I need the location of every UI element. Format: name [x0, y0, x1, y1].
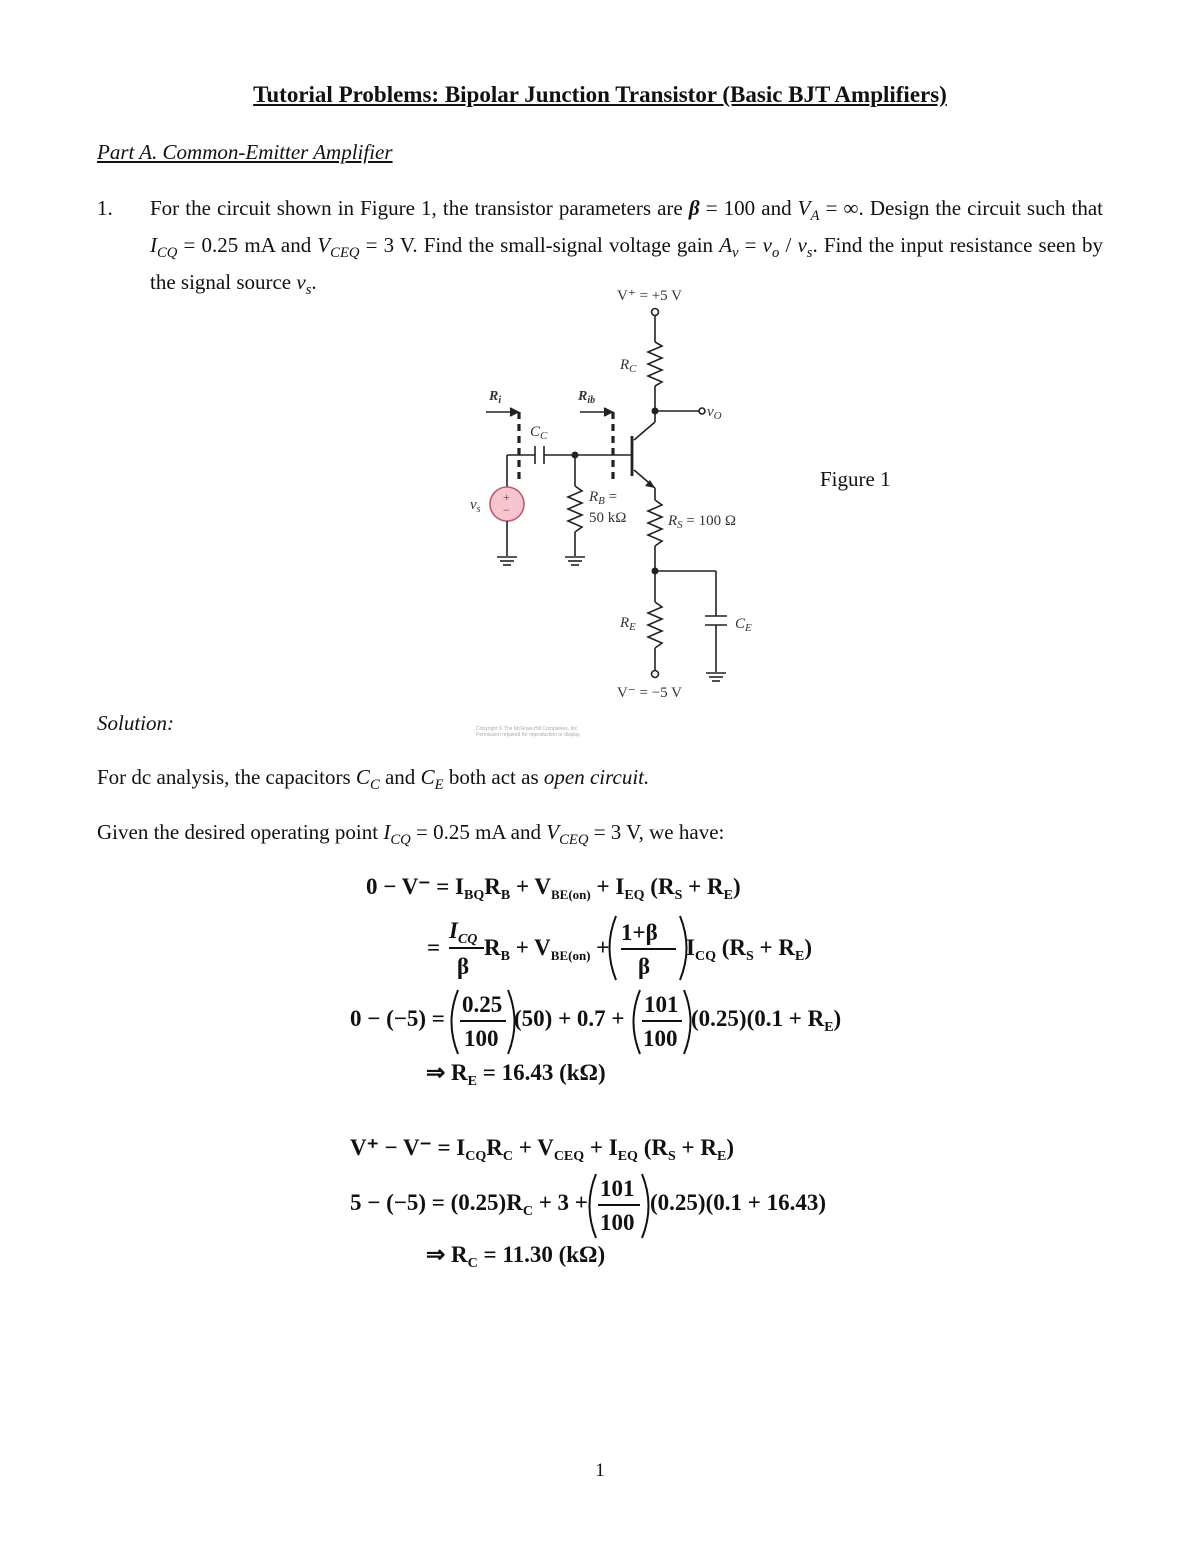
dc-analysis-paragraph: For dc analysis, the capacitors $C_C$ and $C_E$ both act as open circuit.: [97, 765, 650, 794]
svg-text:β: β: [638, 954, 651, 979]
svg-text:=: =: [427, 935, 441, 960]
equation-5: $V^+ - V^- = I_{CQ}R_C + V_{CEQ} + I_{EQ}$ $(R_S + R_E)$: [350, 1135, 735, 1164]
re-resistor: [648, 602, 662, 648]
svg-text:RS = 100 Ω: $R_S = 100$ Ω: [668, 513, 737, 531]
svg-text:100: 100: [600, 1210, 635, 1235]
result-re: ⇒ $R_E = 16.43$ (kΩ): [426, 1060, 606, 1089]
equation-1: $0 - V^- = I_{BQ}R_B + V_{BE(on)} + I_{EQ}$ $(R_S + R_E)$: [366, 874, 741, 903]
svg-text:ICQ: $I_{CQ}$: [449, 918, 478, 947]
vplus-label: V⁺ = +5 V: [617, 288, 682, 304]
operating-point-paragraph: Given the desired operating point $I_{CQ} = 0.25$ mA and $V_{CEQ} = 3$ V, we have:: [97, 820, 725, 849]
copyright-notice: Copyright © The McGraw-Hill Companies, Inc. Permission required for reproduction or display.: [476, 726, 581, 738]
ground-symbols: [497, 557, 726, 681]
page-number: 1: [595, 1460, 605, 1481]
vminus-label: V⁻ = −5 V: [617, 685, 682, 701]
circuit-diagram: [0, 0, 1200, 760]
figure-label: Figure 1: [820, 467, 891, 491]
svg-text:(50) + 0.7 +: (50) + 0.7 +: [514, 1006, 625, 1031]
svg-text:−: −: [503, 503, 510, 517]
solution-label: Solution:: [97, 711, 174, 735]
equations: [0, 860, 1200, 1280]
rc-resistor: [648, 342, 662, 386]
svg-text:RB =: $R_B$ =: [589, 489, 618, 507]
svg-text:Ri: $R_i$: [489, 389, 502, 406]
svg-text:β: β: [457, 954, 470, 979]
svg-text:CE: $C_E$: [735, 616, 752, 634]
svg-text:101: 101: [600, 1176, 635, 1201]
result-rc: ⇒ $R_C = 11.30$ (kΩ): [426, 1242, 606, 1271]
svg-text:(0.25)(0.1 + RE): $(0.25)(0.1 + R_E)$: [691, 1006, 842, 1035]
svg-text:RC: $R_C$: [620, 357, 637, 375]
rb-resistor: [568, 486, 582, 532]
svg-text:RE: $R_E$: [620, 615, 636, 633]
rs-resistor: [648, 500, 662, 546]
svg-text:50 kΩ: 50 kΩ: [589, 510, 627, 526]
svg-text:100: 100: [643, 1026, 678, 1051]
svg-text:0.25: 0.25: [462, 992, 503, 1017]
svg-text:0 − (−5) =: 0 − (−5) =: [350, 1006, 445, 1031]
svg-text:(0.25)(0.1 + 16.43): (0.25)(0.1 + 16.43): [650, 1190, 826, 1215]
question-text: For the circuit shown in Figure 1, the transistor parameters are β = 100 and $V_A$ = ∞. Design the circuit such that $I_{CQ} = 0.25$ mA and $V_{CEQ} = 3$ V. Find the small-signal voltage gain $A_v = v_o / v_s$. Find the input resistance seen by the signal source $v_s$.: [150, 196, 1103, 299]
svg-text:vs: $v_s$: [470, 497, 481, 515]
part-heading: Part A. Common-Emitter Amplifier: [97, 140, 393, 164]
svg-text:ICQ (RS + RE): $I_{CQ}$ $(R_S + R_E)$: [686, 935, 813, 964]
vo-terminal: [699, 408, 705, 414]
svg-text:vO: $v_O$: [707, 404, 722, 422]
vminus-terminal: [652, 671, 659, 678]
vplus-terminal: [652, 309, 659, 316]
svg-text:CC: $C_C$: [530, 424, 548, 442]
svg-text:+: +: [503, 490, 510, 504]
page-title: Tutorial Problems: Bipolar Junction Transistor (Basic BJT Amplifiers): [253, 82, 947, 107]
svg-text:1+β: 1+β: [621, 920, 658, 945]
svg-text:5 − (−5) = (0.25)RC + 3 +: $5 - (-5) = (0.25)R_C + 3$ +: [350, 1190, 588, 1219]
svg-text:101: 101: [644, 992, 679, 1017]
svg-text:100: 100: [464, 1026, 499, 1051]
question-number: 1.: [97, 196, 113, 220]
svg-text:Rib: $R_{ib}$: [578, 389, 596, 406]
svg-text:RB + VBE(on) +: $R_B + V_{BE(on)}$ +: [484, 935, 610, 964]
